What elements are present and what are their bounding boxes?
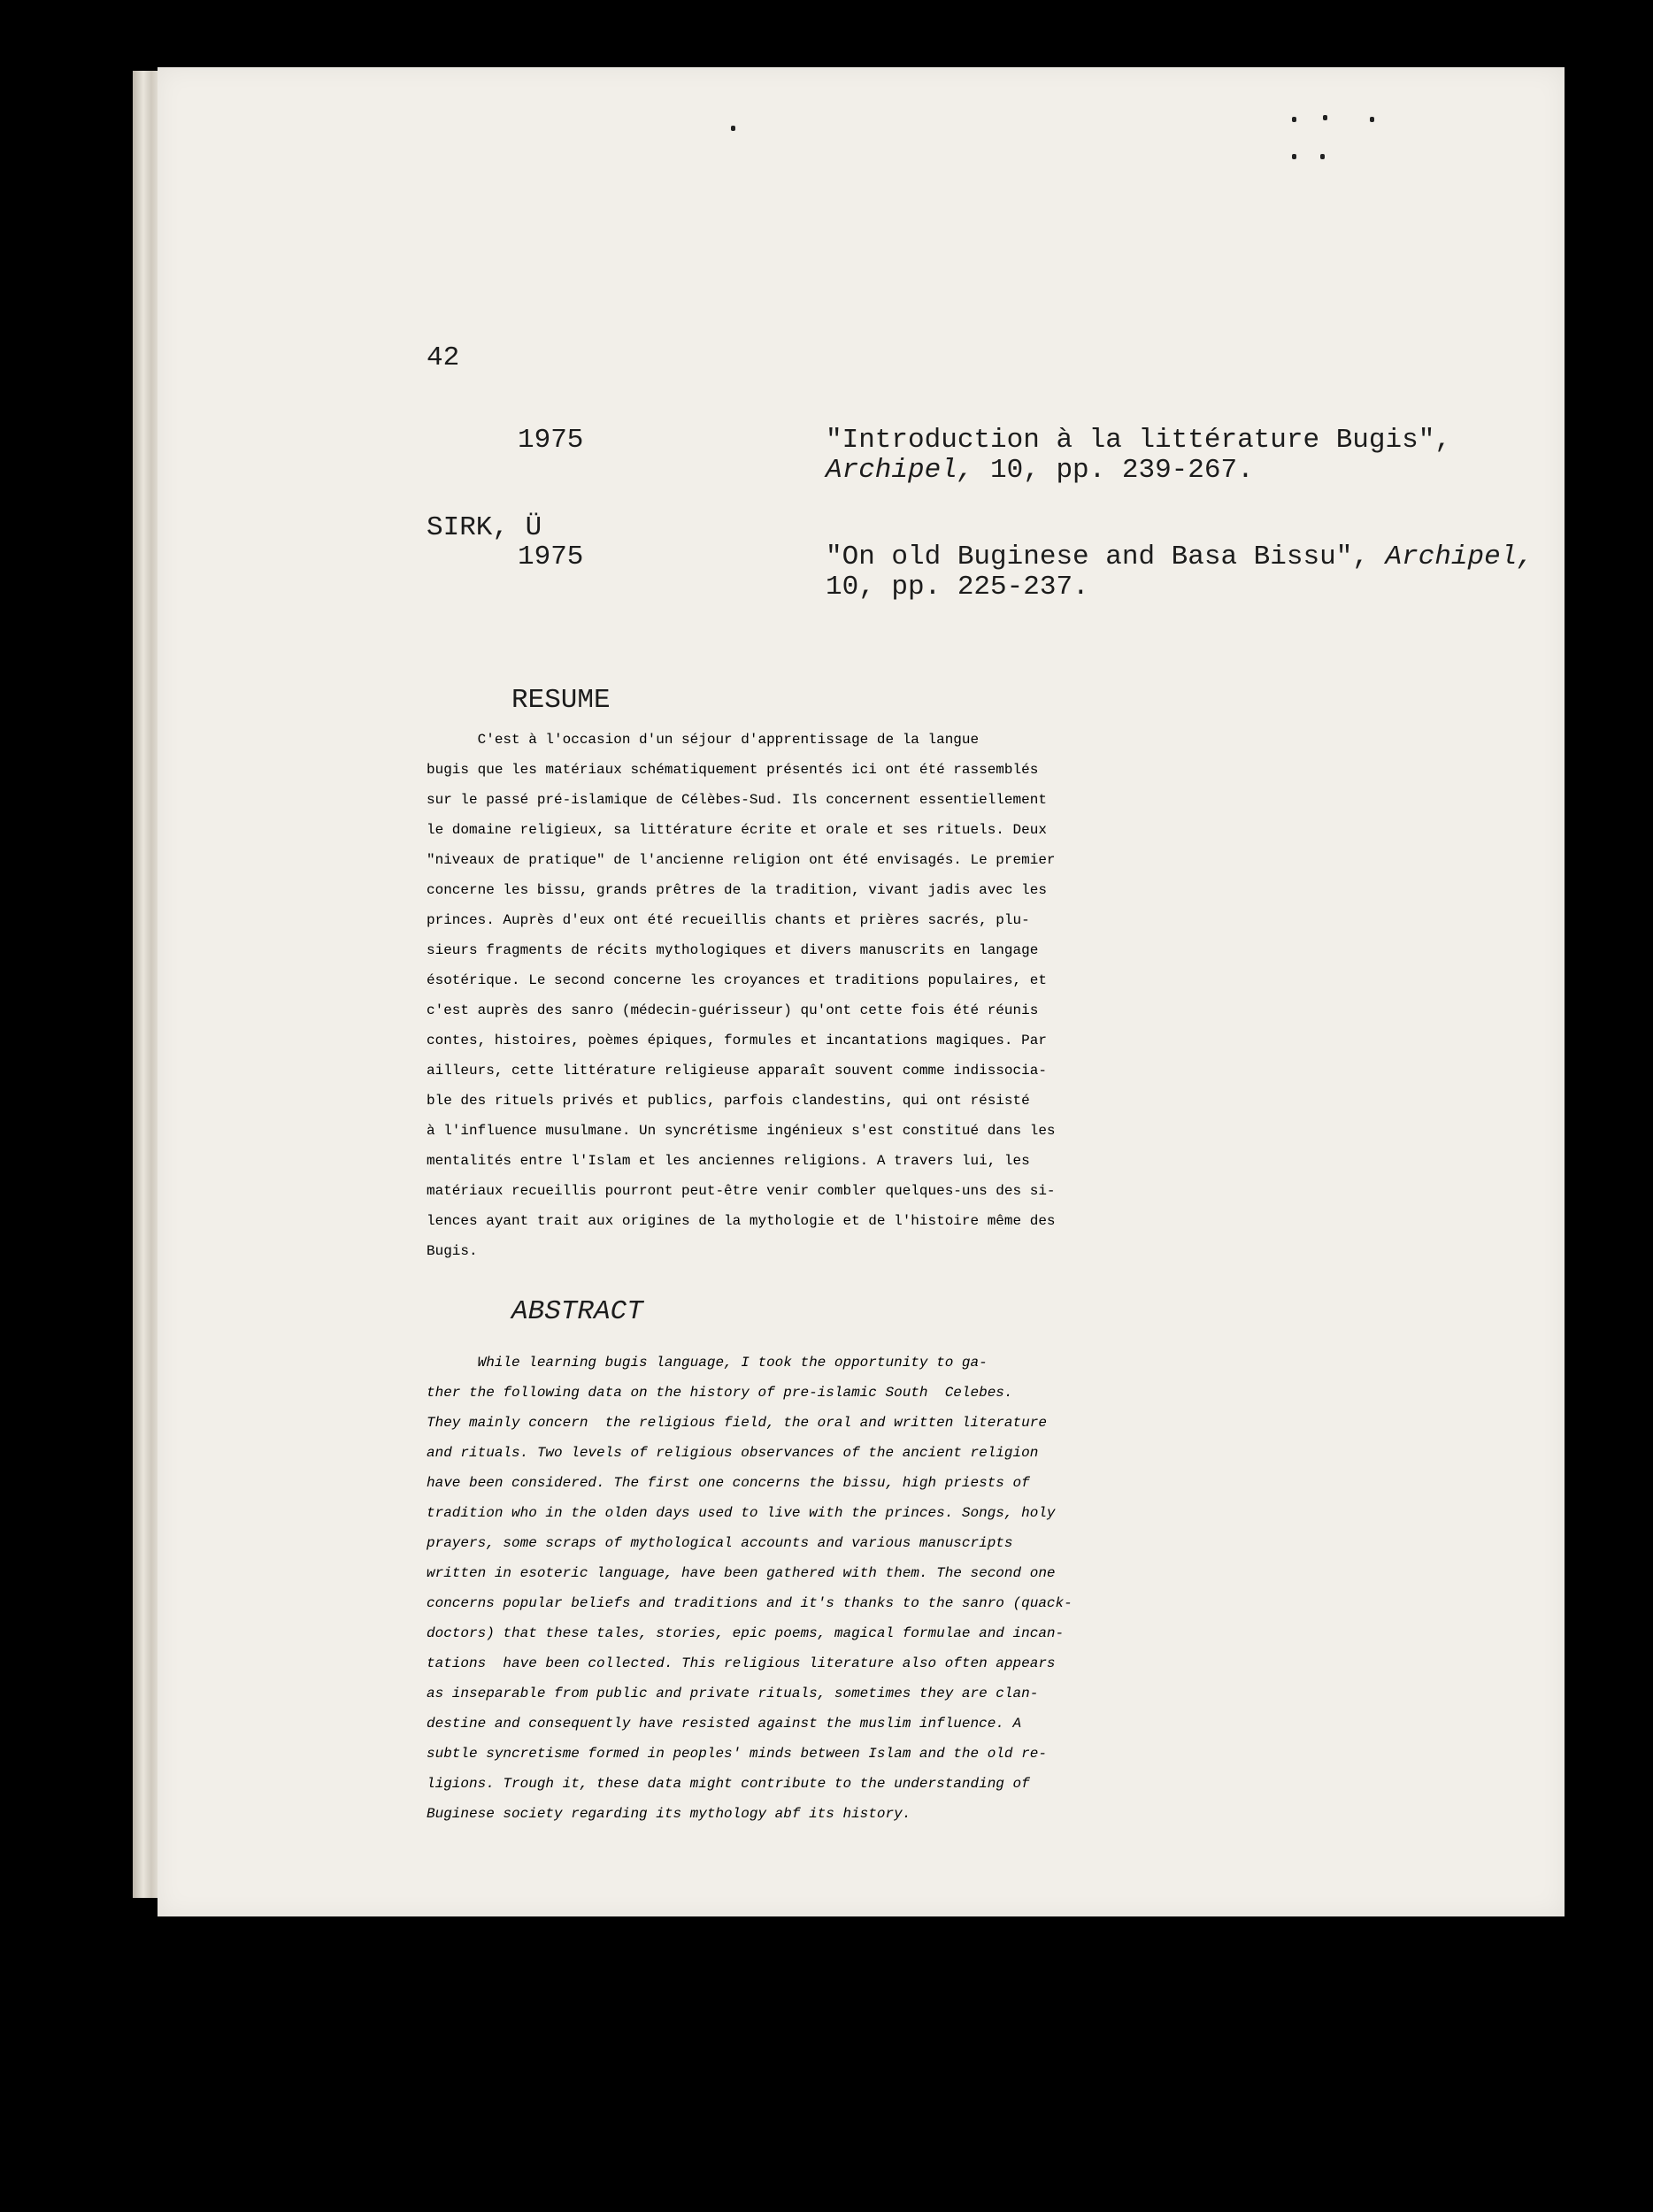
resume-line: ble des rituels privés et publics, parfois clandestins, qui ont résisté — [427, 1093, 1030, 1109]
speck-mark — [1323, 115, 1327, 120]
speck-mark — [1370, 117, 1374, 122]
speck-mark — [1320, 154, 1325, 159]
abstract-line: ligions. Trough it, these data might contribute to the understanding of — [427, 1776, 1030, 1792]
abstract-line: subtle syncretisme formed in peoples' minds between Islam and the old re- — [427, 1746, 1047, 1762]
resume-line: contes, histoires, poèmes épiques, formules et incantations magiques. Par — [427, 1033, 1047, 1048]
abstract-line: written in esoteric language, have been gathered with them. The second one — [427, 1565, 1056, 1581]
abstract-line: as inseparable from public and private rituals, sometimes they are clan- — [427, 1686, 1039, 1701]
reference-1-year: 1975 — [518, 425, 584, 456]
resume-line: Bugis. — [427, 1243, 478, 1259]
abstract-line: and rituals. Two levels of religious observances of the ancient religion — [427, 1445, 1039, 1461]
abstract-line: Buginese society regarding its mythology abf its history. — [427, 1806, 911, 1822]
abstract-line: have been considered. The first one concerns the bissu, high priests of — [427, 1475, 1030, 1491]
resume-line: sieurs fragments de récits mythologiques et divers manuscrits en langage — [427, 942, 1039, 958]
resume-line: le domaine religieux, sa littérature écrite et orale et ses rituels. Deux — [427, 822, 1047, 838]
abstract-line: prayers, some scraps of mythological accounts and various manuscripts — [427, 1535, 1013, 1551]
abstract-line: doctors) that these tales, stories, epic poems, magical formulae and incan- — [427, 1625, 1065, 1641]
reference-2-year: 1975 — [518, 541, 584, 572]
resume-line: C'est à l'occasion d'un séjour d'apprentissage de la langue — [427, 732, 980, 748]
resume-line: mentalités entre l'Islam et les anciennes religions. A travers lui, les — [427, 1153, 1030, 1169]
abstract-body — [427, 1355, 1480, 1836]
resume-line: concerne les bissu, grands prêtres de la tradition, vivant jadis avec les — [427, 882, 1047, 898]
abstract-line: concerns popular beliefs and traditions and it's thanks to the sanro (quack- — [427, 1595, 1073, 1611]
reference-2-details: 10, pp. 225-237. — [826, 572, 1089, 603]
abstract-line: They mainly concern the religious field, the oral and written literature — [427, 1415, 1047, 1431]
reference-2-journal: Archipel, — [1385, 541, 1534, 572]
resume-line: "niveaux de pratique" de l'ancienne religion ont été envisagés. Le premier — [427, 852, 1056, 868]
reference-2-title — [826, 542, 1534, 572]
speck-mark — [1292, 117, 1296, 122]
resume-line: sur le passé pré-islamique de Célèbes-Sud. Ils concernent essentiellement — [427, 792, 1047, 808]
resume-body — [427, 732, 1480, 1273]
speck-mark — [1292, 154, 1296, 159]
resume-line: ésotérique. Le second concerne les croyances et traditions populaires, et — [427, 972, 1047, 988]
abstract-line: While learning bugis language, I took the opportunity to ga- — [427, 1355, 988, 1371]
resume-line: matériaux recueillis pourront peut-être venir combler quelques-uns des si- — [427, 1183, 1056, 1199]
resume-heading: RESUME — [511, 685, 611, 716]
speck-mark — [731, 126, 735, 131]
resume-line: princes. Auprès d'eux ont été recueillis chants et prières sacrés, plu- — [427, 912, 1030, 928]
resume-line: ailleurs, cette littérature religieuse apparaît souvent comme indissocia- — [427, 1063, 1047, 1079]
abstract-line: tations have been collected. This religious literature also often appears — [427, 1655, 1056, 1671]
abstract-heading: ABSTRACT — [511, 1296, 643, 1327]
reference-2-author: SIRK, Ü — [427, 512, 542, 543]
abstract-line: tradition who in the olden days used to live with the princes. Songs, holy — [427, 1505, 1056, 1521]
page-number: 42 — [427, 342, 460, 373]
abstract-line: destine and consequently have resisted against the muslim influence. A — [427, 1716, 1022, 1732]
resume-line: lences ayant trait aux origines de la mythologie et de l'histoire même des — [427, 1213, 1056, 1229]
reference-1-source — [826, 456, 1254, 486]
resume-line: à l'influence musulmane. Un syncrétisme ingénieux s'est constitué dans les — [427, 1123, 1056, 1139]
resume-line: c'est auprès des sanro (médecin-guérisseur) qu'ont cette fois été réunis — [427, 1002, 1039, 1018]
reference-1-details: 10, pp. 239-267. — [973, 455, 1254, 486]
abstract-line: ther the following data on the history of pre-islamic South Celebes. — [427, 1385, 1013, 1401]
resume-line: bugis que les matériaux schématiquement présentés ici ont été rassemblés — [427, 762, 1039, 778]
reference-2-title-text: "On old Buginese and Basa Bissu", — [826, 541, 1386, 572]
reference-1-journal: Archipel, — [826, 455, 974, 486]
reference-1-title: "Introduction à la littérature Bugis", — [826, 425, 1451, 456]
